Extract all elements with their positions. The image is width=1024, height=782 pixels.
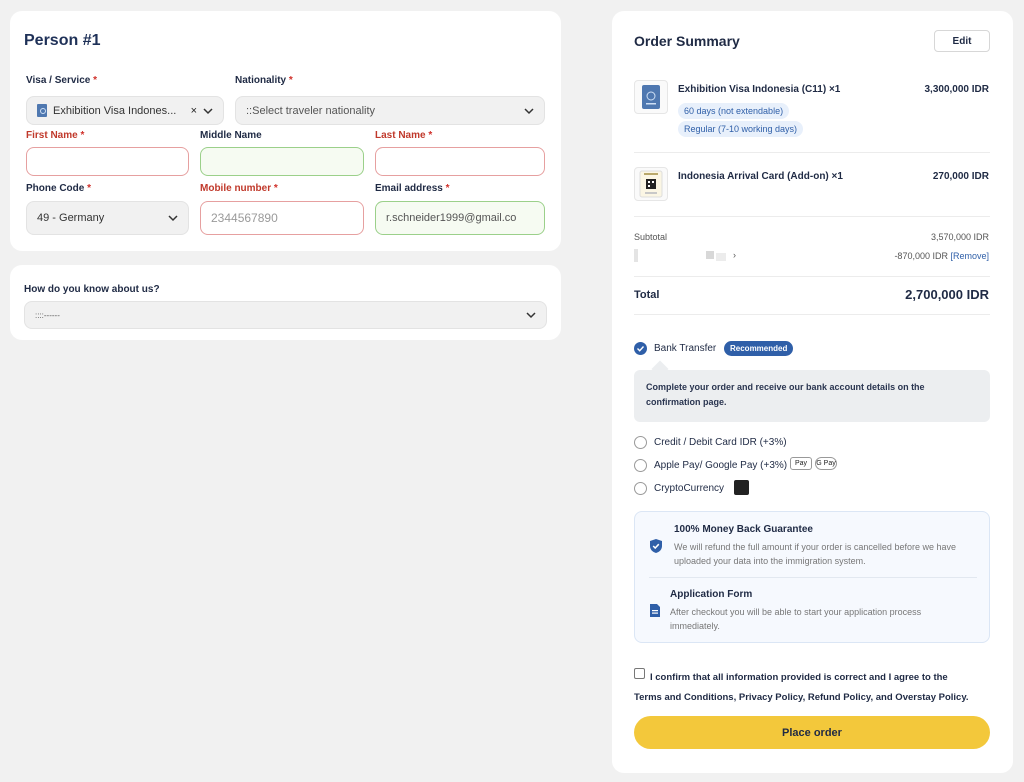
nationality-select[interactable]: ::Select traveler nationality (235, 96, 545, 125)
place-order-button[interactable]: Place order (634, 716, 990, 749)
chevron-down-icon (524, 106, 534, 116)
google-pay-icon: G Pay (815, 457, 837, 470)
clear-icon[interactable]: × (190, 104, 197, 117)
person-card (10, 11, 561, 251)
item-chip-processing: Regular (7-10 working days) (678, 121, 803, 137)
item-name: Indonesia Arrival Card (Add-on) ×1 (678, 171, 843, 182)
chevron-down-icon (526, 310, 536, 320)
application-form-text: After checkout you will be able to start your application process immediately. (670, 607, 922, 631)
apple-google-pay-label[interactable]: Apple Pay/ Google Pay (+3%) (654, 460, 788, 471)
discount-code-redacted (634, 249, 638, 262)
referral-card (10, 265, 561, 340)
guarantee-title: 100% Money Back Guarantee (674, 524, 813, 535)
remove-discount-link[interactable]: [Remove] (950, 251, 989, 261)
discount-chevron-icon[interactable]: › (733, 250, 736, 260)
email-label: Email address * (375, 183, 450, 194)
apple-google-pay-radio[interactable] (634, 459, 647, 472)
bank-transfer-label[interactable]: Bank Transfer (654, 343, 717, 354)
guarantee-box (634, 511, 990, 643)
email-field[interactable]: r.schneider1999@gmail.co (375, 201, 545, 235)
subtotal-label: Subtotal (634, 232, 668, 242)
visa-select[interactable]: Exhibition Visa Indones... × (26, 96, 224, 125)
nationality-label: Nationality * (235, 75, 293, 86)
bank-transfer-info: Complete your order and receive our bank account details on the confirmation page. (634, 370, 990, 422)
apple-pay-icon: Pay (790, 457, 812, 470)
crypto-icon (734, 480, 749, 495)
phone-code-select[interactable]: 49 - Germany (26, 201, 189, 235)
chevron-down-icon (168, 213, 178, 223)
visa-label: Visa / Service * (26, 75, 97, 86)
shield-check-icon (649, 538, 663, 554)
mobile-label: Mobile number * (200, 183, 278, 194)
arrival-card-icon (634, 167, 668, 201)
chevron-down-icon (203, 106, 213, 116)
discount-code-redacted (706, 251, 714, 259)
divider (634, 276, 990, 277)
document-icon (649, 603, 661, 618)
first-name-label: First Name * (26, 130, 85, 141)
divider (634, 314, 990, 315)
middle-name-label: Middle Name (200, 130, 262, 141)
discount-row (894, 251, 989, 261)
mobile-field[interactable]: 2344567890 (200, 201, 364, 235)
referral-select[interactable]: ::::------ (24, 301, 547, 329)
check-icon (636, 344, 645, 353)
first-name-field[interactable] (26, 147, 189, 176)
item-price: 270,000 IDR (932, 171, 989, 182)
item-chip-duration: 60 days (not extendable) (678, 103, 789, 119)
card-label[interactable]: Credit / Debit Card IDR (+3%) (654, 437, 787, 448)
divider (634, 216, 990, 217)
item-price: 3,300,000 IDR (924, 84, 989, 95)
discount-code-redacted (716, 253, 726, 261)
last-name-field[interactable] (375, 147, 545, 176)
person-title: Person #1 (24, 32, 101, 49)
divider (634, 152, 990, 153)
guarantee-text: We will refund the full amount if your order is cancelled before we have uploaded your data into the immigration system. (674, 542, 956, 566)
passport-icon (37, 104, 47, 117)
crypto-label[interactable]: CryptoCurrency (654, 483, 725, 494)
item-name: Exhibition Visa Indonesia (C11) ×1 (678, 84, 841, 95)
application-form-title: Application Form (670, 589, 753, 600)
confirm-text: I confirm that all information provided is correct and I agree to the Terms and Conditions, Privacy Policy, Refund Policy, and Overstay Policy. (634, 668, 990, 708)
middle-name-field[interactable] (200, 147, 364, 176)
info-caret (652, 361, 669, 378)
bank-transfer-radio[interactable] (634, 342, 647, 355)
order-summary-title: Order Summary (634, 33, 740, 49)
divider (649, 577, 977, 578)
passport-icon (634, 80, 668, 114)
card-radio[interactable] (634, 436, 647, 449)
last-name-label: Last Name * (375, 130, 433, 141)
recommended-badge: Recommended (724, 341, 793, 356)
discount-value: -870,000 IDR (894, 251, 948, 261)
phone-code-label: Phone Code * (26, 183, 92, 194)
total-value: 2,700,000 IDR (905, 287, 989, 302)
order-summary-card (612, 11, 1013, 773)
crypto-radio[interactable] (634, 482, 647, 495)
edit-button[interactable]: Edit (934, 30, 990, 52)
total-label: Total (634, 289, 660, 301)
referral-label: How do you know about us? (24, 284, 160, 295)
subtotal-value: 3,570,000 IDR (930, 232, 989, 242)
policy-links[interactable]: Terms and Conditions, Privacy Policy, Refund Policy, and Overstay Policy. (634, 692, 969, 703)
